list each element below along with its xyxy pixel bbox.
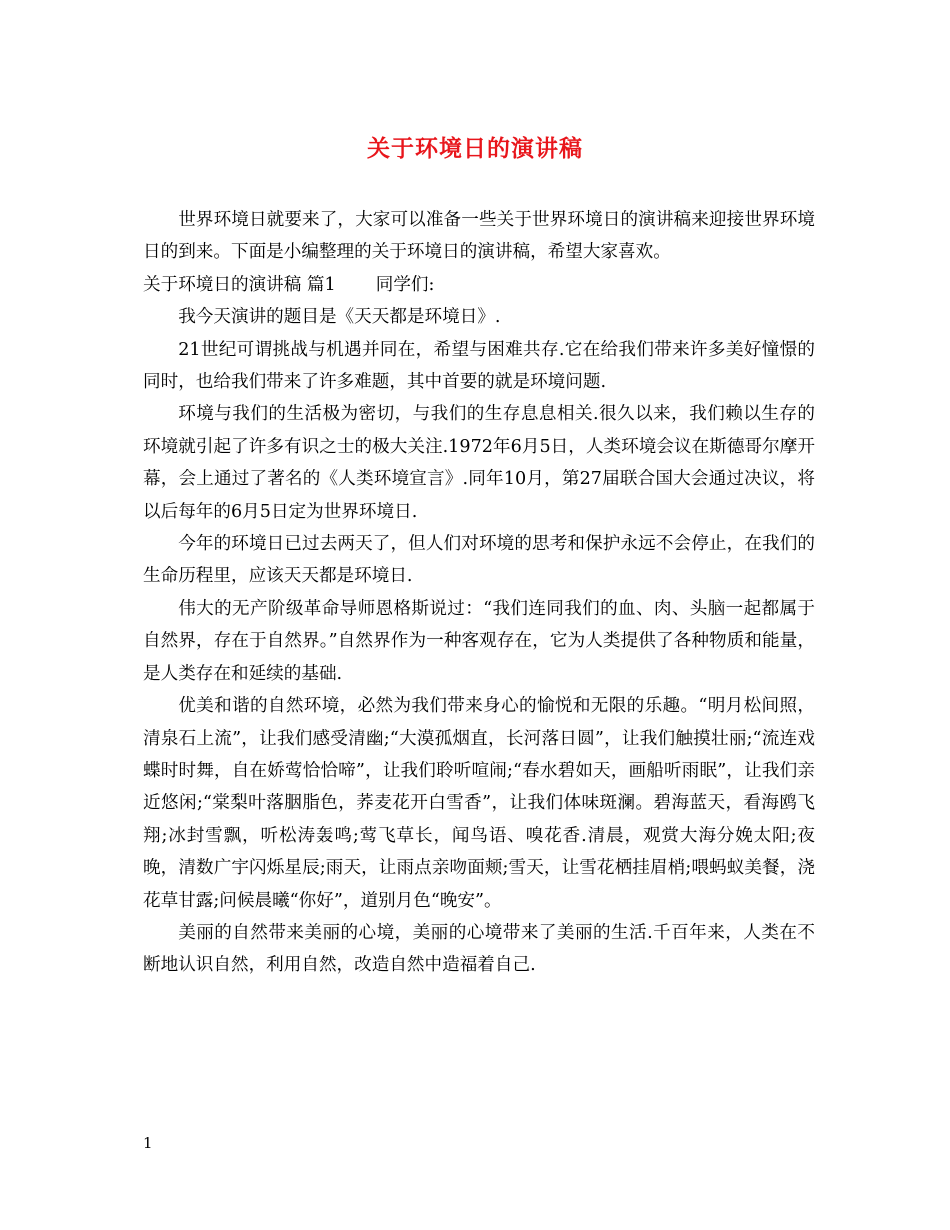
body-paragraph: 21世纪可谓挑战与机遇并同在，希望与困难共存.它在给我们带来许多美好憧憬的同时，也给我们带来了许多难题，其中首要的就是环境问题. xyxy=(143,339,815,393)
section-heading-line xyxy=(143,269,815,301)
body-paragraph: 今年的环境日已过去两天了，但人们对环境的思考和保护永远不会停止，在我们的生命历程里，应该天天都是环境日. xyxy=(143,534,815,587)
body-paragraph: 环境与我们的生活极为密切，与我们的生存息息相关.很久以来，我们赖以生存的环境就引起了许多有识之士的极大关注.1972年6月5日，人类环境会议在斯德哥尔摩开幕，会上通过了著名的《人类环境宣言》.同年10月，第27届联合国大会通过决议，将以后每年的6月5日定为世界环境日. xyxy=(143,404,815,522)
document-body xyxy=(143,204,815,982)
document-title: 关于环境日的演讲稿 xyxy=(367,135,583,162)
section-heading: 关于环境日的演讲稿 篇1 xyxy=(143,274,336,295)
greeting: 同学们: xyxy=(375,274,435,295)
body-paragraph: 伟大的无产阶级革命导师恩格斯说过：“我们连同我们的血、肉、头脑一起都属于自然界，存在于自然界。”自然界作为一种客观存在，它为人类提供了各种物质和能量，是人类存在和延续的基础. xyxy=(143,598,815,684)
body-paragraph: 我今天演讲的题目是《天天都是环境日》. xyxy=(178,307,501,328)
body-paragraph: 美丽的自然带来美丽的心境，美丽的心境带来了美丽的生活.千百年来，人类在不断地认识自然，利用自然，改造自然中造福着自己. xyxy=(143,922,815,976)
body-paragraph: 优美和谐的自然环境，必然为我们带来身心的愉悦和无限的乐趣。“明月松间照，清泉石上流”，让我们感受清幽;“大漠孤烟直，长河落日圆”，让我们触摸壮丽;“流连戏蝶时时舞，自在娇莺恰恰啼”，让我们聆听喧闹;“春水碧如天，画船听雨眠”，让我们亲近悠闲;“棠梨叶落胭脂色，荞麦花开白雪香”，让我们体味斑澜。碧海蓝天，看海鸥飞翔;冰封雪飘，听松涛轰鸣;莺飞草长，闻鸟语、嗅花香.清晨，观赏大海分娩太阳;夜晚，清数广宇闪烁星辰;雨天，让雨点亲吻面颊;雪天，让雪花栖挂眉梢;喂蚂蚁美餐，浇花草甘露;问候晨曦“你好”，道别月色“晚安”。 xyxy=(143,696,815,911)
intro-paragraph: 世界环境日就要来了，大家可以准备一些关于世界环境日的演讲稿来迎接世界环境日的到来。下面是小编整理的关于环境日的演讲稿，希望大家喜欢。 xyxy=(143,210,815,263)
page-number: 1 xyxy=(143,1134,153,1152)
